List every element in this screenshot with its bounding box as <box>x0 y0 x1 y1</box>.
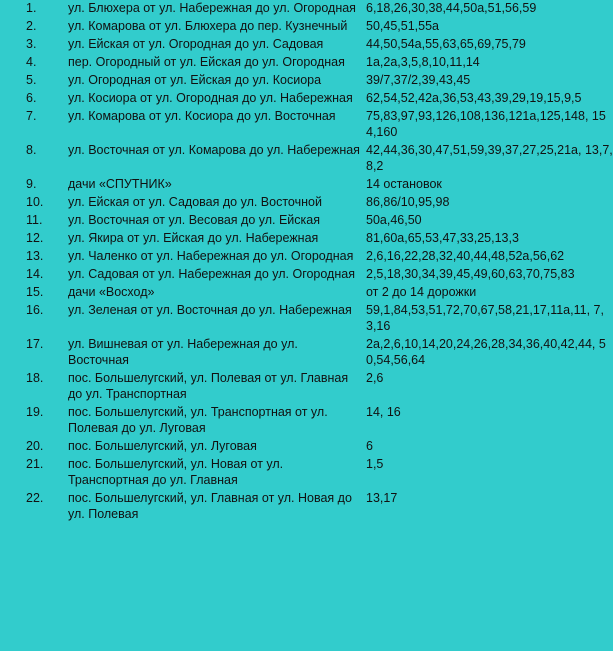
house-numbers: 2,5,18,30,34,39,45,49,60,63,70,75,83 <box>366 267 575 281</box>
street-section: ул. Зеленая от ул. Восточная до ул. Набережная <box>68 303 352 317</box>
table-row <box>0 72 613 90</box>
table-row <box>0 404 613 438</box>
street-section: ул. Ейская от ул. Садовая до ул. Восточной <box>68 195 322 209</box>
house-numbers: 1а,2а,3,5,8,10,11,14 <box>366 55 480 69</box>
row-number: 10. <box>26 195 44 209</box>
house-numbers: 59,1,84,53,51,72,70,67,58,21,17,11а,11, 7,3,16 <box>366 303 604 333</box>
house-numbers: 86,86/10,95,98 <box>366 195 450 209</box>
house-numbers: 2,6,16,22,28,32,40,44,48,52а,56,62 <box>366 249 565 263</box>
row-number: 15. <box>26 285 44 299</box>
house-numbers: 14, 16 <box>366 405 401 419</box>
table-row <box>0 230 613 248</box>
house-numbers: 62,54,52,42а,36,53,43,39,29,19,15,9,5 <box>366 91 582 105</box>
row-number: 19. <box>26 405 44 419</box>
row-number: 11. <box>26 213 43 227</box>
street-section: пос. Большелугский, ул. Новая от ул. Транспортная до ул. Главная <box>68 457 284 487</box>
table-row <box>0 248 613 266</box>
row-number: 21. <box>26 457 44 471</box>
street-section: ул. Садовая от ул. Набережная до ул. Огородная <box>68 267 355 281</box>
street-section: ул. Комарова от ул. Косиора до ул. Восточная <box>68 109 336 123</box>
table-row <box>0 456 613 490</box>
table-row <box>0 212 613 230</box>
street-section: ул. Косиора от ул. Огородная до ул. Набережная <box>68 91 353 105</box>
row-number: 17. <box>26 337 44 351</box>
house-numbers: 81,60а,65,53,47,33,25,13,3 <box>366 231 519 245</box>
table-row <box>0 54 613 72</box>
house-numbers: 2а,2,6,10,14,20,24,26,28,34,36,40,42,44, 50,54,56,64 <box>366 337 606 367</box>
row-number: 2. <box>26 19 37 33</box>
street-section: ул. Комарова от ул. Блюхера до пер. Кузнечный <box>68 19 348 33</box>
row-number: 8. <box>26 143 37 157</box>
row-number: 4. <box>26 55 37 69</box>
table-row <box>0 108 613 142</box>
street-section: ул. Восточная от ул. Весовая до ул. Ейская <box>68 213 321 227</box>
house-numbers: 6,18,26,30,38,44,50а,51,56,59 <box>366 1 537 15</box>
street-section: ул. Вишневая от ул. Набережная до ул. Восточная <box>68 337 298 367</box>
street-section: ул. Огородная от ул. Ейская до ул. Косиора <box>68 73 322 87</box>
table-row <box>0 302 613 336</box>
row-number: 14. <box>26 267 44 281</box>
house-numbers: 44,50,54а,55,63,65,69,75,79 <box>366 37 526 51</box>
row-number: 13. <box>26 249 44 263</box>
table-row <box>0 266 613 284</box>
table-row <box>0 176 613 194</box>
house-numbers: 50,45,51,55а <box>366 19 439 33</box>
row-number: 16. <box>26 303 44 317</box>
row-number: 1. <box>26 1 37 15</box>
table-row <box>0 194 613 212</box>
row-number: 5. <box>26 73 37 87</box>
table-row <box>0 284 613 302</box>
street-section: ул. Блюхера от ул. Набережная до ул. Огородная <box>68 1 356 15</box>
row-number: 22. <box>26 491 44 505</box>
house-numbers: от 2 до 14 дорожки <box>366 285 477 299</box>
street-section: ул. Чаленко от ул. Набережная до ул. Огородная <box>68 249 354 263</box>
table-row <box>0 438 613 456</box>
street-section: дачи «СПУТНИК» <box>68 177 172 191</box>
house-numbers: 42,44,36,30,47,51,59,39,37,27,25,21а, 13,7,8,2 <box>366 143 613 173</box>
house-numbers: 6 <box>366 439 373 453</box>
street-section: ул. Восточная от ул. Комарова до ул. Набережная <box>68 143 360 157</box>
row-number: 3. <box>26 37 37 51</box>
street-section: пер. Огородный от ул. Ейская до ул. Огородная <box>68 55 345 69</box>
house-numbers: 2,6 <box>366 371 384 385</box>
table-row <box>0 36 613 54</box>
street-section: ул. Ейская от ул. Огородная до ул. Садовая <box>68 37 324 51</box>
row-number: 6. <box>26 91 37 105</box>
house-numbers: 13,17 <box>366 491 398 505</box>
street-section: пос. Большелугский, ул. Луговая <box>68 439 257 453</box>
house-numbers: 50а,46,50 <box>366 213 422 227</box>
row-number: 18. <box>26 371 44 385</box>
house-numbers: 75,83,97,93,126,108,136,121а,125,148, 154,160 <box>366 109 606 139</box>
house-numbers: 1,5 <box>366 457 384 471</box>
table-row <box>0 18 613 36</box>
row-number: 20. <box>26 439 44 453</box>
table-row <box>0 370 613 404</box>
street-section: пос. Большелугский, ул. Главная от ул. Новая до ул. Полевая <box>68 491 352 521</box>
row-number: 7. <box>26 109 37 123</box>
table-row <box>0 90 613 108</box>
table-row <box>0 336 613 370</box>
row-number: 12. <box>26 231 44 245</box>
house-numbers: 14 остановок <box>366 177 442 191</box>
street-section: ул. Якира от ул. Ейская до ул. Набережная <box>68 231 319 245</box>
table-row <box>0 142 613 176</box>
table-row <box>0 0 613 18</box>
row-number: 9. <box>26 177 37 191</box>
street-section: дачи «Восход» <box>68 285 155 299</box>
street-section: пос. Большелугский, ул. Полевая от ул. Главная до ул. Транспортная <box>68 371 349 401</box>
house-numbers: 39/7,37/2,39,43,45 <box>366 73 471 87</box>
table-row <box>0 490 613 524</box>
street-section: пос. Большелугский, ул. Транспортная от ул. Полевая до ул. Луговая <box>68 405 328 435</box>
